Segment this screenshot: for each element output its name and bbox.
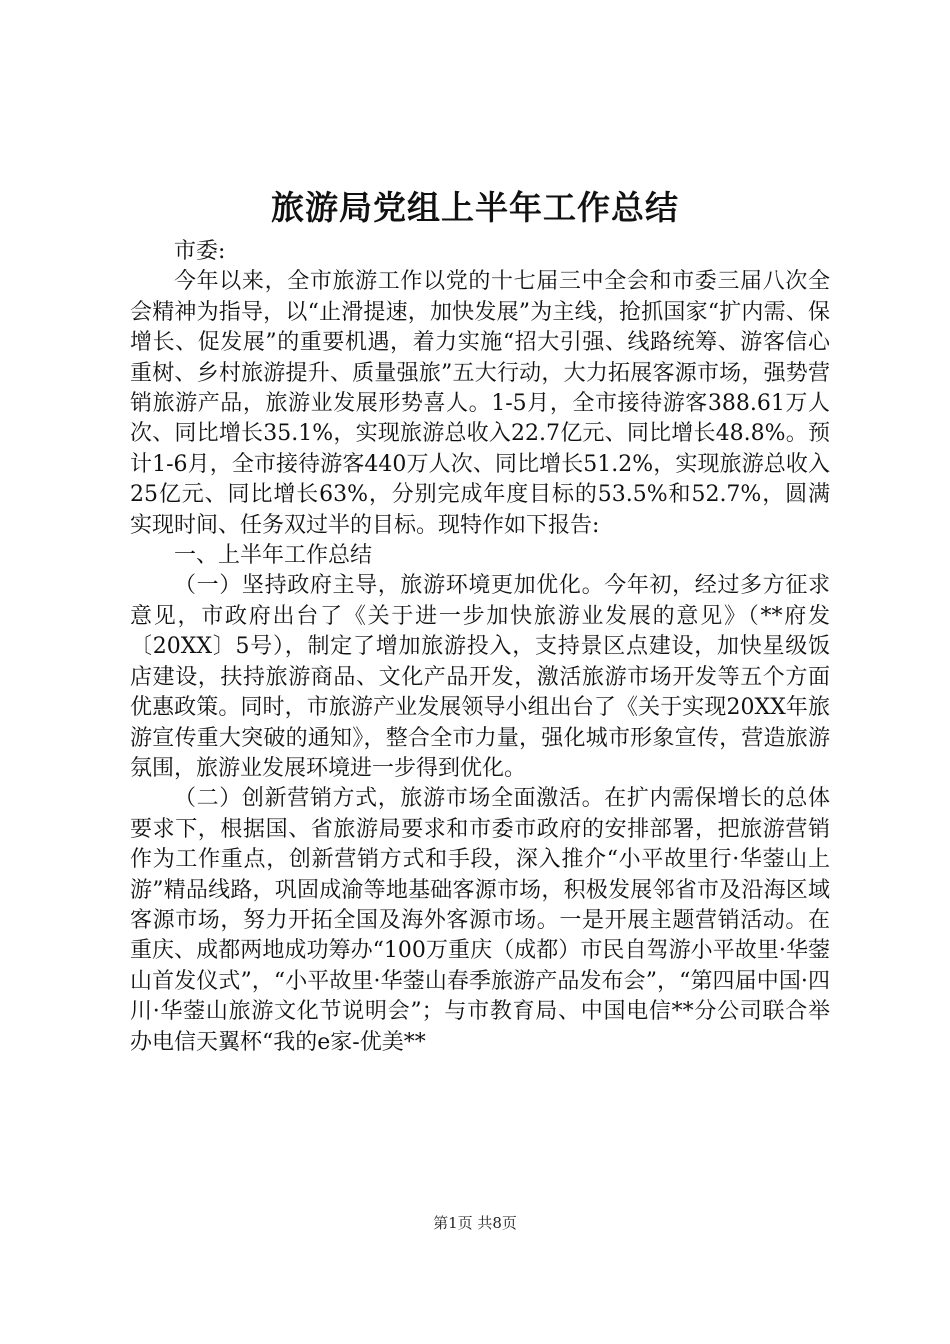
section-paragraph-1: （一）坚持政府主导，旅游环境更加优化。今年初，经过多方征求意见，市政府出台了《关于进一步加快旅游业发展的意见》（**府发〔20XX〕5号），制定了增加旅游投入，支持景区点建设，加快星级饭店建设，扶持旅游商品、文化产品开发，激活旅游市场开发等五个方面优惠政策。同时，市旅游产业发展领导小组出台了《关于实现20XX年旅游宣传重大突破的通知》，整合全市力量，强化城市形象宣传，营造旅游氛围，旅游业发展环境进一步得到优化。: [130, 573, 830, 781]
section-heading: 一、上半年工作总结: [174, 543, 373, 569]
salutation: 市委:: [174, 239, 226, 264]
document-title: 旅游局党组上半年工作总结: [271, 188, 679, 227]
section-paragraph-2: （二）创新营销方式，旅游市场全面激活。在扩内需保增长的总体要求下，根据国、省旅游局要求和市委市政府的安排部署，把旅游营销作为工作重点，创新营销方式和手段，深入推介“小平故里行·华蓥山上游”精品线路，巩固成渝等地基础客源市场，积极发展邻省市及沿海区域客源市场，努力开拓全国及海外客源市场。一是开展主题营销活动。在重庆、成都两地成功筹办“100万重庆（成都）市民自驾游小平故里·华蓥山首发仪式”，“小平故里·华蓥山春季旅游产品发布会”，“第四届中国·四川·华蓥山旅游文化节说明会”；与市教育局、中国电信**分公司联合举办电信天翼杯“我的e家-优美**: [130, 786, 830, 1055]
page-footer: 第1页 共8页: [433, 1214, 517, 1232]
intro-paragraph: 今年以来，全市旅游工作以党的十七届三中全会和市委三届八次全会精神为指导，以“止滑提速，加快发展”为主线，抢抓国家“扩内需、保增长、促发展”的重要机遇，着力实施“招大引强、线路统筹、游客信心重树、乡村旅游提升、质量强旅”五大行动，大力拓展客源市场，强势营销旅游产品，旅游业发展形势喜人。1-5月，全市接待游客388.61万人次、同比增长35.1%，实现旅游总收入22.7亿元、同比增长48.8%。预计1-6月，全市接待游客440万人次、同比增长51.2%，实现旅游总收入25亿元、同比增长63%，分别完成年度目标的53.5%和52.7%，圆满实现时间、任务双过半的目标。现特作如下报告:: [130, 269, 830, 538]
document-body: [130, 237, 830, 1058]
